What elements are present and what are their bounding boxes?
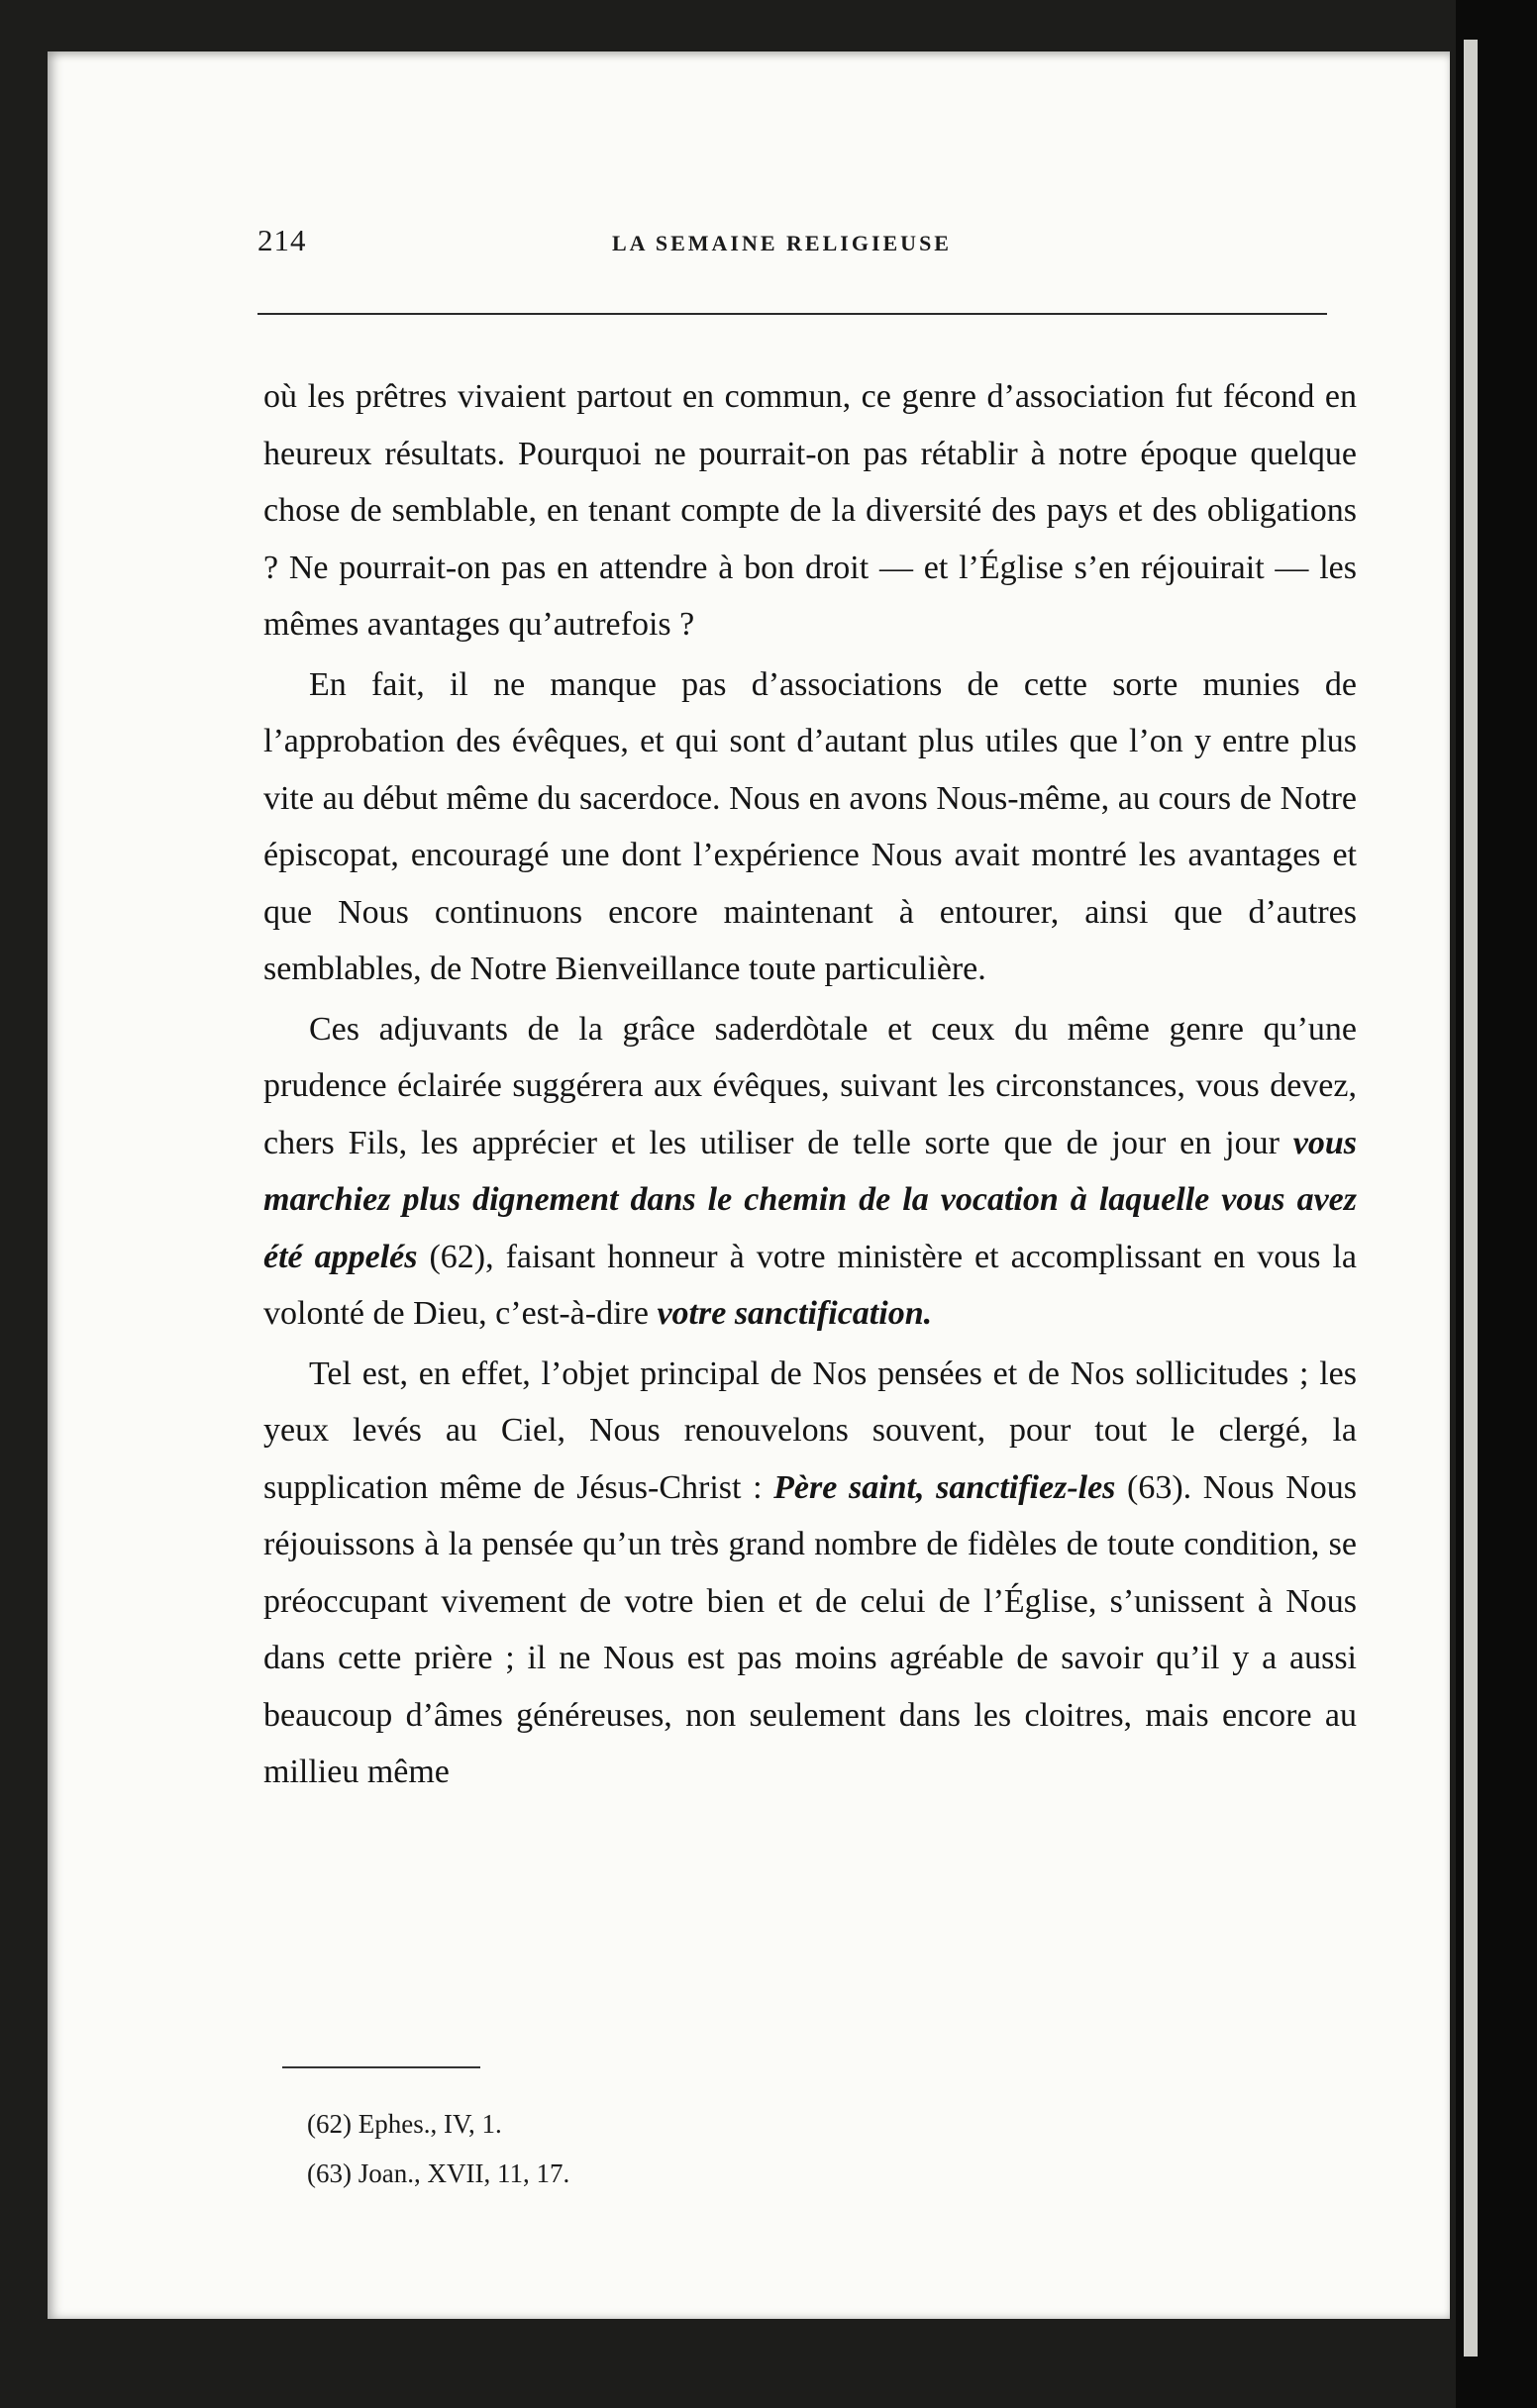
italic-quotation: votre sanctification. <box>657 1295 933 1332</box>
paragraph-1 <box>263 368 1357 653</box>
text-run: (63). Nous Nous réjouissons à la pensée qu’un très grand nombre de fidèles de toute condition, se préoccupant vivement de votre bien et de celui de l’Église, s’unissent à Nous dans cette prière ; il ne Nous est pas moins agréable de savoir qu’il y a aussi beaucoup d’âmes généreuses, non seulement dans les cloitres, mais encore au millieu même <box>263 1468 1357 1790</box>
footnotes <box>307 2099 569 2198</box>
text-run: Tel est, en effet, l’objet principal de Nos pensées et de Nos sollicitudes ; les yeux levés au Ciel, Nous renouvelons souvent, pour tout le clergé, la supplication même de Jésus-Christ : <box>263 1354 1357 1506</box>
body-text <box>263 368 1357 1801</box>
italic-quotation: Père saint, sanctifiez-les <box>773 1468 1116 1506</box>
adjacent-page-edge <box>1464 40 1478 2357</box>
page-header <box>257 223 1357 272</box>
footnote-rule <box>282 2066 480 2068</box>
footnote-63: (63) Joan., XVII, 11, 17. <box>307 2158 570 2188</box>
italic-quotation: vous marchiez plus dignement dans le chemin de la vocation à laquelle vous avez été appelés <box>263 1124 1357 1275</box>
paragraph-4 <box>263 1346 1357 1801</box>
text-run: où les prêtres vivaient partout en commun, ce genre d’association fut fécond en heureux résultats. Pourquoi ne pourrait-on pas rétablir à notre époque quelque chose de semblable, en tenant compte de la diversité des pays et des obligations ? Ne pourrait-on pas en attendre à bon droit — et l’Église s’en réjouirait — les mêmes avantages qu’autrefois ? <box>263 378 1357 643</box>
header-rule <box>257 313 1327 315</box>
paragraph-3 <box>263 1001 1357 1343</box>
text-run: (62), faisant honneur à votre ministère et accomplissant en vous la volonté de Dieu, c’est-à-dire <box>263 1238 1357 1332</box>
text-run: En fait, il ne manque pas d’associations de cette sorte munies de l’approbation des évêques, et qui sont d’autant plus utiles que l’on y entre plus vite au début même du sacerdoce. Nous en avons Nous-même, au cours de Notre épiscopat, encouragé une dont l’expérience Nous avait montré les avantages et que Nous continuons encore maintenant à entourer, ainsi que d’autres semblables, de Notre Bienveillance toute particulière. <box>263 665 1357 987</box>
footnote-62: (62) Ephes., IV, 1. <box>307 2109 502 2139</box>
paragraph-2 <box>263 656 1357 998</box>
running-title: LA SEMAINE RELIGIEUSE <box>612 231 952 255</box>
page-number: 214 <box>257 223 307 257</box>
text-run: Ces adjuvants de la grâce saderdòtale et ceux du même genre qu’une prudence éclairée suggérera aux évêques, suivant les circonstances, vous devez, chers Fils, les apprécier et les utiliser de telle sorte que de jour en jour <box>263 1010 1357 1161</box>
